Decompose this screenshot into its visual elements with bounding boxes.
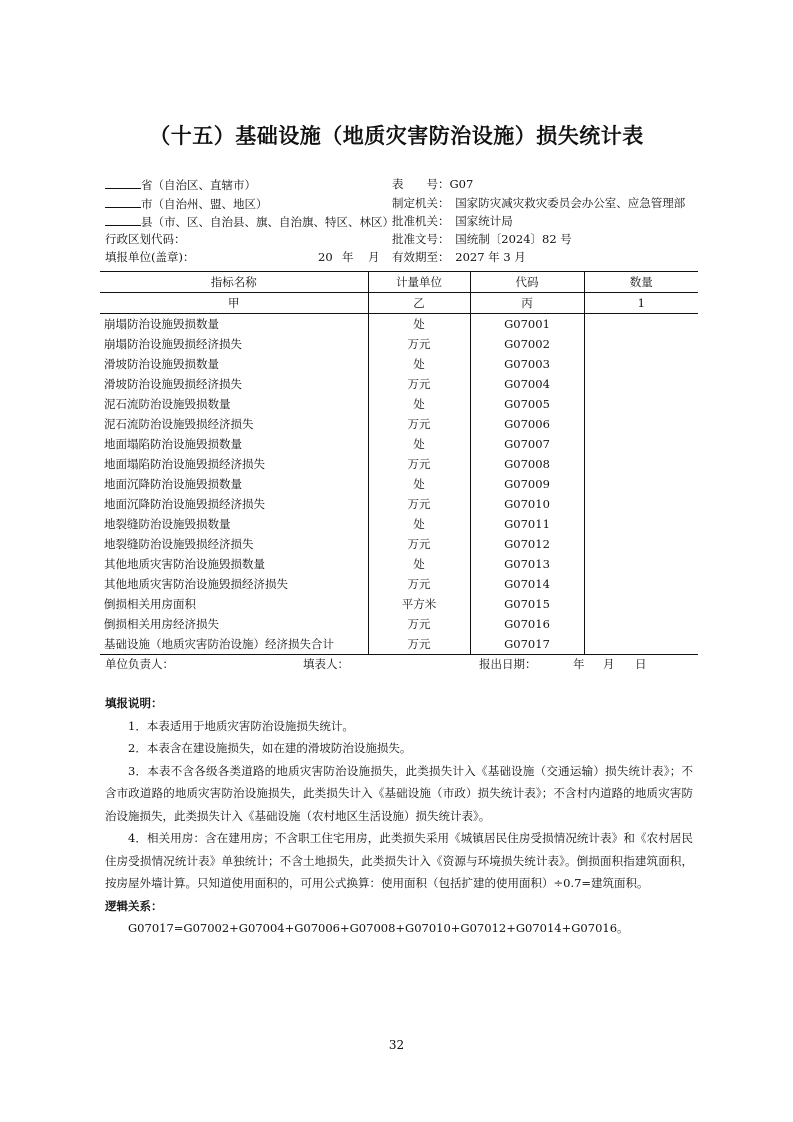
cell-unit: 平方米 (368, 594, 470, 614)
cell-indicator-name: 地面塌陷防治设施毁损数量 (100, 434, 368, 454)
logic-formula: G07017=G07002+G07004+G07006+G07008+G07010+G07012+G07014+G07016。 (128, 921, 629, 935)
cell-unit: 万元 (368, 374, 470, 394)
table-row (100, 614, 698, 634)
header-date-year-unit: 年 (342, 250, 354, 264)
note-item-2: 2．本表含在建设施损失，如在建的滑坡防治设施损失。 (128, 741, 412, 755)
footer-year: 年 (573, 657, 585, 671)
header-province: 省（自治区、直辖市） (105, 177, 256, 192)
table-row (100, 474, 698, 494)
cell-code: G07013 (470, 554, 584, 574)
logic-heading: 逻辑关系： (105, 898, 163, 913)
cell-indicator-name: 滑坡防治设施毁损数量 (100, 354, 368, 374)
footer-filler: 填表人： (303, 657, 349, 671)
cell-indicator-name: 崩塌防治设施毁损数量 (100, 314, 368, 335)
table-row (100, 574, 698, 594)
table-row (100, 354, 698, 374)
cell-quantity[interactable] (584, 414, 698, 434)
page-number: 32 (388, 1038, 405, 1052)
cell-quantity[interactable] (584, 554, 698, 574)
cell-quantity[interactable] (584, 634, 698, 655)
cell-unit: 万元 (368, 414, 470, 434)
cell-indicator-name: 其他地质灾害防治设施毁损经济损失 (100, 574, 368, 594)
subheader-name: 甲 (100, 293, 368, 314)
cell-unit: 万元 (368, 494, 470, 514)
footer-day: 日 (635, 657, 647, 671)
cell-unit: 万元 (368, 334, 470, 354)
cell-unit: 处 (368, 514, 470, 534)
cell-quantity[interactable] (584, 594, 698, 614)
table-row (100, 434, 698, 454)
col-header-name: 指标名称 (100, 272, 368, 293)
cell-quantity[interactable] (584, 334, 698, 354)
cell-code: G07003 (470, 354, 584, 374)
cell-indicator-name: 地面沉降防治设施毁损数量 (100, 474, 368, 494)
cell-unit: 处 (368, 394, 470, 414)
table-row (100, 314, 698, 335)
cell-code: G07011 (470, 514, 584, 534)
cell-code: G07007 (470, 434, 584, 454)
header-authority: 制定机关： 国家防灾减灾救灾委员会办公室、应急管理部 (392, 196, 686, 210)
cell-quantity[interactable] (584, 454, 698, 474)
cell-code: G07017 (470, 634, 584, 655)
cell-indicator-name: 泥石流防治设施毁损经济损失 (100, 414, 368, 434)
cell-code: G07005 (470, 394, 584, 414)
filling-instructions (105, 692, 693, 940)
table-row (100, 494, 698, 514)
header-approval-doc: 批准文号： 国统制〔2024〕82 号 (392, 232, 572, 246)
cell-quantity[interactable] (584, 614, 698, 634)
cell-quantity[interactable] (584, 514, 698, 534)
col-header-code: 代码 (470, 272, 584, 293)
footer-month: 月 (603, 657, 615, 671)
table-body (100, 314, 698, 655)
table-row (100, 534, 698, 554)
cell-unit: 处 (368, 314, 470, 335)
table-row (100, 334, 698, 354)
cell-indicator-name: 滑坡防治设施毁损经济损失 (100, 374, 368, 394)
cell-indicator-name: 倒损相关用房经济损失 (100, 614, 368, 634)
col-header-qty: 数量 (584, 272, 698, 293)
header-date-year: 20 (318, 250, 333, 264)
cell-code: G07010 (470, 494, 584, 514)
cell-quantity[interactable] (584, 314, 698, 335)
cell-quantity[interactable] (584, 394, 698, 414)
province-blank[interactable] (105, 177, 141, 189)
header-reporter: 填报单位(盖章)： (105, 250, 195, 264)
header-date-month-unit: 月 (368, 250, 380, 264)
note-item-3: 3．本表不含各级各类道路的地质灾害防治设施损失，此类损失计入《基础设施（交通运输）损失统计表》；不含市政道路的地质灾害防治设施损失，此类损失计入《基础设施（市政）损失统计表》；不含村内道路的地质灾害防治设施损失，此类损失计入《基础设施（农村地区生活设施）损失统计表》。 (105, 763, 693, 823)
table-row (100, 454, 698, 474)
cell-unit: 万元 (368, 614, 470, 634)
header-validity: 有效期至： 2027 年 3 月 (392, 250, 526, 264)
table-row (100, 634, 698, 655)
table-row (100, 514, 698, 534)
table-row (100, 394, 698, 414)
cell-quantity[interactable] (584, 374, 698, 394)
cell-code: G07008 (470, 454, 584, 474)
cell-unit: 万元 (368, 534, 470, 554)
cell-code: G07002 (470, 334, 584, 354)
cell-code: G07001 (470, 314, 584, 335)
header-county: 县（市、区、自治县、旗、自治旗、特区、林区） (105, 214, 394, 229)
county-blank[interactable] (105, 214, 141, 226)
cell-unit: 处 (368, 554, 470, 574)
cell-indicator-name: 地面塌陷防治设施毁损经济损失 (100, 454, 368, 474)
cell-quantity[interactable] (584, 354, 698, 374)
cell-indicator-name: 泥石流防治设施毁损数量 (100, 394, 368, 414)
cell-code: G07004 (470, 374, 584, 394)
cell-unit: 万元 (368, 454, 470, 474)
subheader-qty: 1 (584, 293, 698, 314)
cell-quantity[interactable] (584, 434, 698, 454)
page-title: （十五）基础设施（地质灾害防治设施）损失统计表 (149, 124, 644, 148)
cell-indicator-name: 地面沉降防治设施毁损经济损失 (100, 494, 368, 514)
header-approver: 批准机关： 国家统计局 (392, 214, 513, 228)
cell-code: G07012 (470, 534, 584, 554)
table-subheader-row (100, 293, 698, 314)
cell-quantity[interactable] (584, 494, 698, 514)
header-region-code: 行政区划代码： (105, 232, 186, 246)
cell-quantity[interactable] (584, 474, 698, 494)
cell-unit: 万元 (368, 574, 470, 594)
cell-unit: 处 (368, 434, 470, 454)
table-row (100, 374, 698, 394)
table-row (100, 414, 698, 434)
header-city: 市（自治州、盟、地区） (105, 196, 268, 211)
cell-indicator-name: 地裂缝防治设施毁损数量 (100, 514, 368, 534)
subheader-code: 丙 (470, 293, 584, 314)
header-form-no: 表 号：G07 (392, 177, 474, 191)
cell-indicator-name: 其他地质灾害防治设施毁损数量 (100, 554, 368, 574)
cell-code: G07009 (470, 474, 584, 494)
table-row (100, 594, 698, 614)
footer-responsible: 单位负责人： (105, 657, 174, 671)
city-blank[interactable] (105, 196, 141, 208)
cell-code: G07014 (470, 574, 584, 594)
cell-unit: 处 (368, 474, 470, 494)
note-item-4: 4．相关用房：含在建用房；不含职工住宅用房，此类损失采用《城镇居民住房受损情况统计表》和《农村居民住房受损情况统计表》单独统计；不含土地损失，此类损失计入《资源与环境损失统计表》。倒损面积指建筑面积，按房屋外墙计算。只知道使用面积的，可用公式换算：使用面积（包括扩建的使用面积）÷0.7=建筑面积。 (105, 831, 693, 890)
table-header-row (100, 272, 698, 293)
notes-heading: 填报说明： (105, 696, 163, 710)
col-header-unit: 计量单位 (368, 272, 470, 293)
cell-code: G07015 (470, 594, 584, 614)
cell-indicator-name: 倒损相关用房面积 (100, 594, 368, 614)
cell-indicator-name: 崩塌防治设施毁损经济损失 (100, 334, 368, 354)
cell-unit: 处 (368, 354, 470, 374)
cell-quantity[interactable] (584, 574, 698, 594)
cell-code: G07016 (470, 614, 584, 634)
cell-indicator-name: 地裂缝防治设施毁损经济损失 (100, 534, 368, 554)
loss-statistics-table (100, 271, 698, 655)
subheader-unit: 乙 (368, 293, 470, 314)
cell-unit: 万元 (368, 634, 470, 655)
cell-indicator-name: 基础设施（地质灾害防治设施）经济损失合计 (100, 634, 368, 655)
table-row (100, 554, 698, 574)
cell-code: G07006 (470, 414, 584, 434)
note-item-1: 1．本表适用于地质灾害防治设施损失统计。 (128, 718, 354, 733)
footer-report-date: 报出日期： (479, 657, 537, 671)
cell-quantity[interactable] (584, 534, 698, 554)
